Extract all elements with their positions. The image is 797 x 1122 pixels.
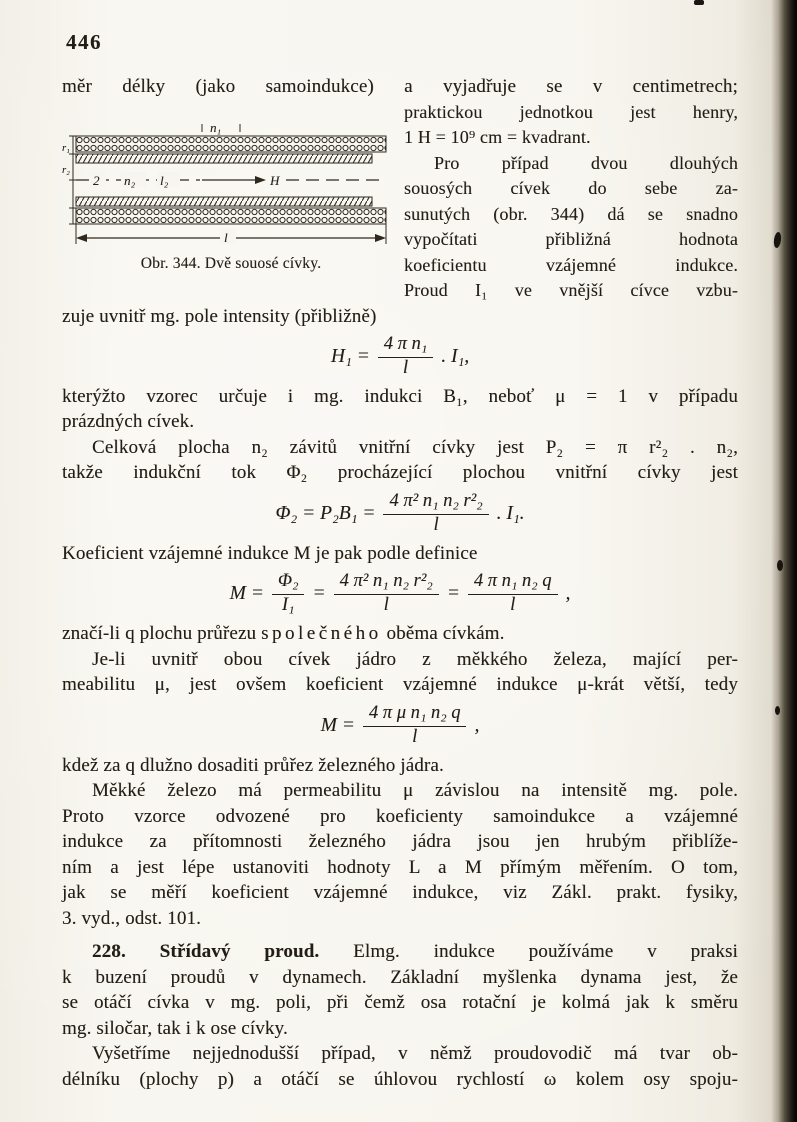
text-line: ním a jest lépe ustanoviti hodnoty L a M přímým měřením. O tom, (62, 856, 738, 878)
text-line: Proto vzorce odvozené pro koeficienty samoindukce a vzájemné (62, 805, 738, 827)
text-line: Vyšetříme nejjednodušší případ, v němž proudovodič má tvar ob- (92, 1043, 738, 1065)
equation-lhs: M = (320, 714, 355, 736)
page-content (62, 74, 738, 1092)
outer-coil-top-winding (76, 136, 386, 152)
inner-coil-top-winding (76, 154, 372, 163)
text-line: praktickou jednotkou jest henry, (404, 101, 738, 122)
fraction-denominator: l (433, 514, 439, 535)
text-line: Proud I₁ ve vnější cívce vzbu- (404, 280, 738, 300)
equation-Phi2 (62, 492, 738, 536)
inner-coil-bottom-winding (76, 197, 372, 206)
figure-caption: Obr. 344. Dvě souosé cívky. (140, 254, 322, 272)
fraction-numerator: 4 π μ n₁ n₂ q (363, 704, 467, 727)
length-arrow-right (375, 234, 386, 242)
text-line: koeficientu vzájemné indukce. (404, 254, 738, 275)
coil-diagram-obr-344 (62, 120, 400, 248)
figure-label-l: l (224, 229, 228, 245)
text-line: indukce za přítomnosti železného jádra jsou jen hrubým přiblíže- (62, 831, 738, 853)
text-line: měr délky (jako samoindukce) a vyjadřuje se v centimetrech; (62, 76, 738, 97)
text-segment: Elmg. indukce používáme v praksi (353, 941, 738, 963)
outer-coil-bottom-winding (76, 208, 386, 224)
figure-label-r2: r₂ (62, 164, 70, 176)
text-line: Pro případ dvou dlouhých (434, 152, 738, 173)
text-line: souosých cívek do sebe za- (404, 178, 738, 198)
label-halo (220, 228, 236, 244)
fraction (363, 704, 467, 748)
text-line: takže indukční tok Φ₂ procházející plochou vnitřní cívky jest (62, 462, 738, 484)
equation-rhs: . I₁, (441, 345, 470, 367)
text-line: vypočítati přibližná hodnota (404, 229, 738, 249)
text-line (62, 621, 738, 647)
fraction (272, 572, 305, 616)
figure-block (62, 100, 400, 273)
text-line: mg. siločar, tak i k ose cívky. (62, 1017, 288, 1039)
scan-artifact (694, 0, 704, 5)
text-segment: značí-li q plochu průřezu (62, 623, 262, 645)
equation-rhs: , (565, 583, 571, 605)
figure-label-H: H (270, 172, 280, 188)
page-number: 446 (66, 30, 102, 54)
text-line: kterýžto vzorec určuje i mg. indukci B₁, neboť μ = 1 v případu (62, 385, 738, 407)
text-line: prázdných cívek. (62, 411, 195, 433)
scan-artifact (775, 706, 780, 715)
equals-sign: = (446, 583, 460, 605)
fraction-denominator: l (412, 726, 418, 747)
text-line: jak se měří koeficient vzájemné indukce, viz Zákl. prakt. fysiky, (62, 882, 738, 904)
figure-label-n2: n₂ (124, 172, 136, 188)
text-line: Celková plocha n₂ závitů vnitřní cívky jest P₂ = π r²₂ . n₂, (92, 436, 738, 458)
equation-lhs: H₁ = (330, 345, 370, 367)
text-line: 3. vyd., odst. 101. (62, 907, 202, 929)
text-line: kdež za q dlužno dosaditi průřez železného jádra. (62, 754, 444, 776)
text-line: se otáčí cívka v mg. poli, při čemž osa rotační je kolmá jak k směru (62, 992, 738, 1014)
scan-artifact (777, 560, 783, 571)
figure-and-text-row (62, 100, 738, 304)
figure-label-n1: n₁ (210, 119, 222, 135)
section-gap (62, 931, 738, 939)
fraction-numerator: 4 π n₁ n₂ q (468, 572, 558, 595)
field-arrow-head (255, 176, 266, 184)
text-line: zuje uvnitř mg. pole intensity (přibližně) (62, 305, 377, 327)
equation-lhs: M = (229, 583, 264, 605)
fraction (378, 335, 433, 379)
figure-label-r1: r₁ (62, 142, 70, 154)
length-arrow-left (76, 234, 87, 242)
fraction-denominator: l (510, 595, 516, 616)
figure-label-l2: l₂ (160, 172, 169, 188)
fraction-numerator: 4 π n₁ (378, 335, 433, 358)
fraction (383, 492, 488, 536)
figure-label-2: 2 (93, 172, 100, 188)
fraction (334, 572, 439, 616)
equation-rhs: , (474, 714, 480, 736)
text-line: meabilitu μ, jest ovšem koeficient vzájemné indukce μ-krát větší, tedy (62, 674, 738, 696)
equation-M-iron-core (62, 704, 738, 748)
equation-rhs: . I₁. (496, 502, 525, 524)
text-line: k buzení proudů v dynamech. Základní myšlenka dynama jest, že (62, 966, 738, 988)
text-line (62, 939, 738, 965)
text-line: Měkké železo má permeabilitu μ závislou na intensitě mg. pole. (92, 780, 738, 802)
fraction-numerator: 4 π² n₁ n₂ r²₂ (383, 492, 488, 515)
right-text-column (404, 100, 738, 304)
text-line: Koeficient vzájemné indukce M je pak podle definice (62, 542, 478, 564)
book-page-edge (771, 0, 797, 1122)
fraction-numerator: Φ₂ (272, 572, 305, 595)
equation-M-definition (62, 572, 738, 616)
fraction-denominator: l (402, 357, 409, 378)
equals-sign: = (312, 583, 326, 605)
text-line: 1 H = 10⁹ cm = kvadrant. (404, 127, 591, 147)
fraction-numerator: 4 π² n₁ n₂ r²₂ (334, 572, 439, 595)
equation-H1 (62, 335, 738, 379)
equation-lhs: Φ₂ = P₂B₁ = (275, 502, 376, 524)
section-heading: 228. Střídavý proud. (92, 941, 320, 963)
fraction-denominator: l (383, 595, 389, 616)
fraction (468, 572, 558, 616)
text-line: délníku (plochy p) a otáčí se úhlovou rychlostí ω kolem osy spoju- (62, 1068, 738, 1090)
emphasized-word: společného (261, 623, 382, 645)
text-line: Je-li uvnitř obou cívek jádro z měkkého železa, mající per- (92, 648, 738, 670)
text-segment: oběma cívkám. (381, 623, 505, 645)
fraction-denominator: I₁ (281, 595, 295, 616)
text-line: sunutých (obr. 344) dá se snadno (404, 203, 738, 224)
